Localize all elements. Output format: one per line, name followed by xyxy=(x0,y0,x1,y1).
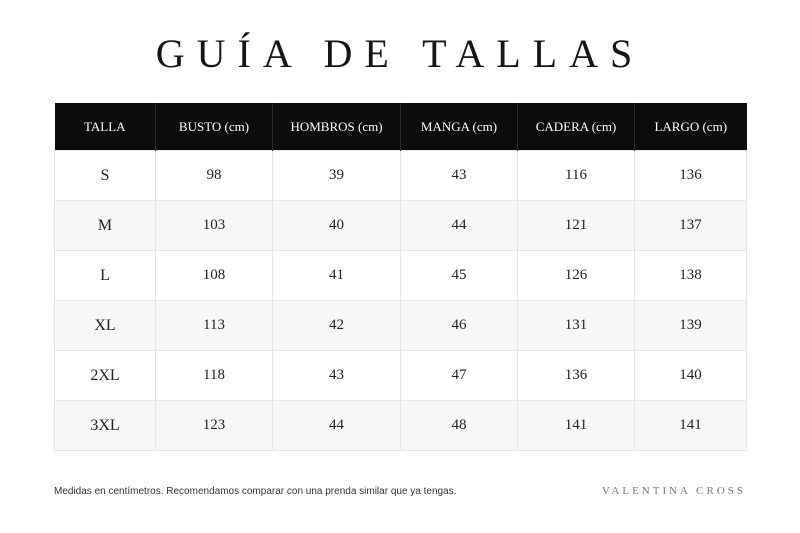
busto-cell: 98 xyxy=(156,151,273,201)
manga-cell: 46 xyxy=(401,301,518,351)
column-header-cadera: CADERA (cm) xyxy=(518,103,635,151)
hombros-cell: 43 xyxy=(273,351,401,401)
largo-cell: 139 xyxy=(635,301,747,351)
hombros-cell: 39 xyxy=(273,151,401,201)
largo-cell: 140 xyxy=(635,351,747,401)
column-header-hombros: HOMBROS (cm) xyxy=(273,103,401,151)
size-cell: 2XL xyxy=(55,351,156,401)
table-row xyxy=(55,401,747,451)
hombros-cell: 44 xyxy=(273,401,401,451)
size-chart-table xyxy=(54,103,747,451)
cadera-cell: 136 xyxy=(518,351,635,401)
size-cell: L xyxy=(55,251,156,301)
size-cell: M xyxy=(55,201,156,251)
busto-cell: 123 xyxy=(156,401,273,451)
table-row xyxy=(55,301,747,351)
size-cell: S xyxy=(55,151,156,201)
manga-cell: 48 xyxy=(401,401,518,451)
hombros-cell: 42 xyxy=(273,301,401,351)
size-cell: XL xyxy=(55,301,156,351)
column-header-largo: LARGO (cm) xyxy=(635,103,747,151)
column-header-manga: MANGA (cm) xyxy=(401,103,518,151)
table-row xyxy=(55,151,747,201)
cadera-cell: 121 xyxy=(518,201,635,251)
busto-cell: 113 xyxy=(156,301,273,351)
column-header-busto: BUSTO (cm) xyxy=(156,103,273,151)
table-header-row xyxy=(55,103,747,151)
busto-cell: 108 xyxy=(156,251,273,301)
manga-cell: 43 xyxy=(401,151,518,201)
largo-cell: 138 xyxy=(635,251,747,301)
table-row xyxy=(55,351,747,401)
largo-cell: 141 xyxy=(635,401,747,451)
largo-cell: 137 xyxy=(635,201,747,251)
size-cell: 3XL xyxy=(55,401,156,451)
table-row xyxy=(55,251,747,301)
manga-cell: 45 xyxy=(401,251,518,301)
hombros-cell: 40 xyxy=(273,201,401,251)
busto-cell: 103 xyxy=(156,201,273,251)
manga-cell: 44 xyxy=(401,201,518,251)
column-header-talla: TALLA xyxy=(55,103,156,151)
page-title: GUÍA DE TALLAS xyxy=(155,31,645,76)
brand-name: VALENTINA CROSS xyxy=(601,485,746,497)
hombros-cell: 41 xyxy=(273,251,401,301)
cadera-cell: 141 xyxy=(518,401,635,451)
largo-cell: 136 xyxy=(635,151,747,201)
manga-cell: 47 xyxy=(401,351,518,401)
cadera-cell: 131 xyxy=(518,301,635,351)
footnote-text: Medidas en centímetros. Recomendamos comparar con una prenda similar que ya tengas. xyxy=(54,486,457,497)
busto-cell: 118 xyxy=(156,351,273,401)
cadera-cell: 126 xyxy=(518,251,635,301)
cadera-cell: 116 xyxy=(518,151,635,201)
table-row xyxy=(55,201,747,251)
